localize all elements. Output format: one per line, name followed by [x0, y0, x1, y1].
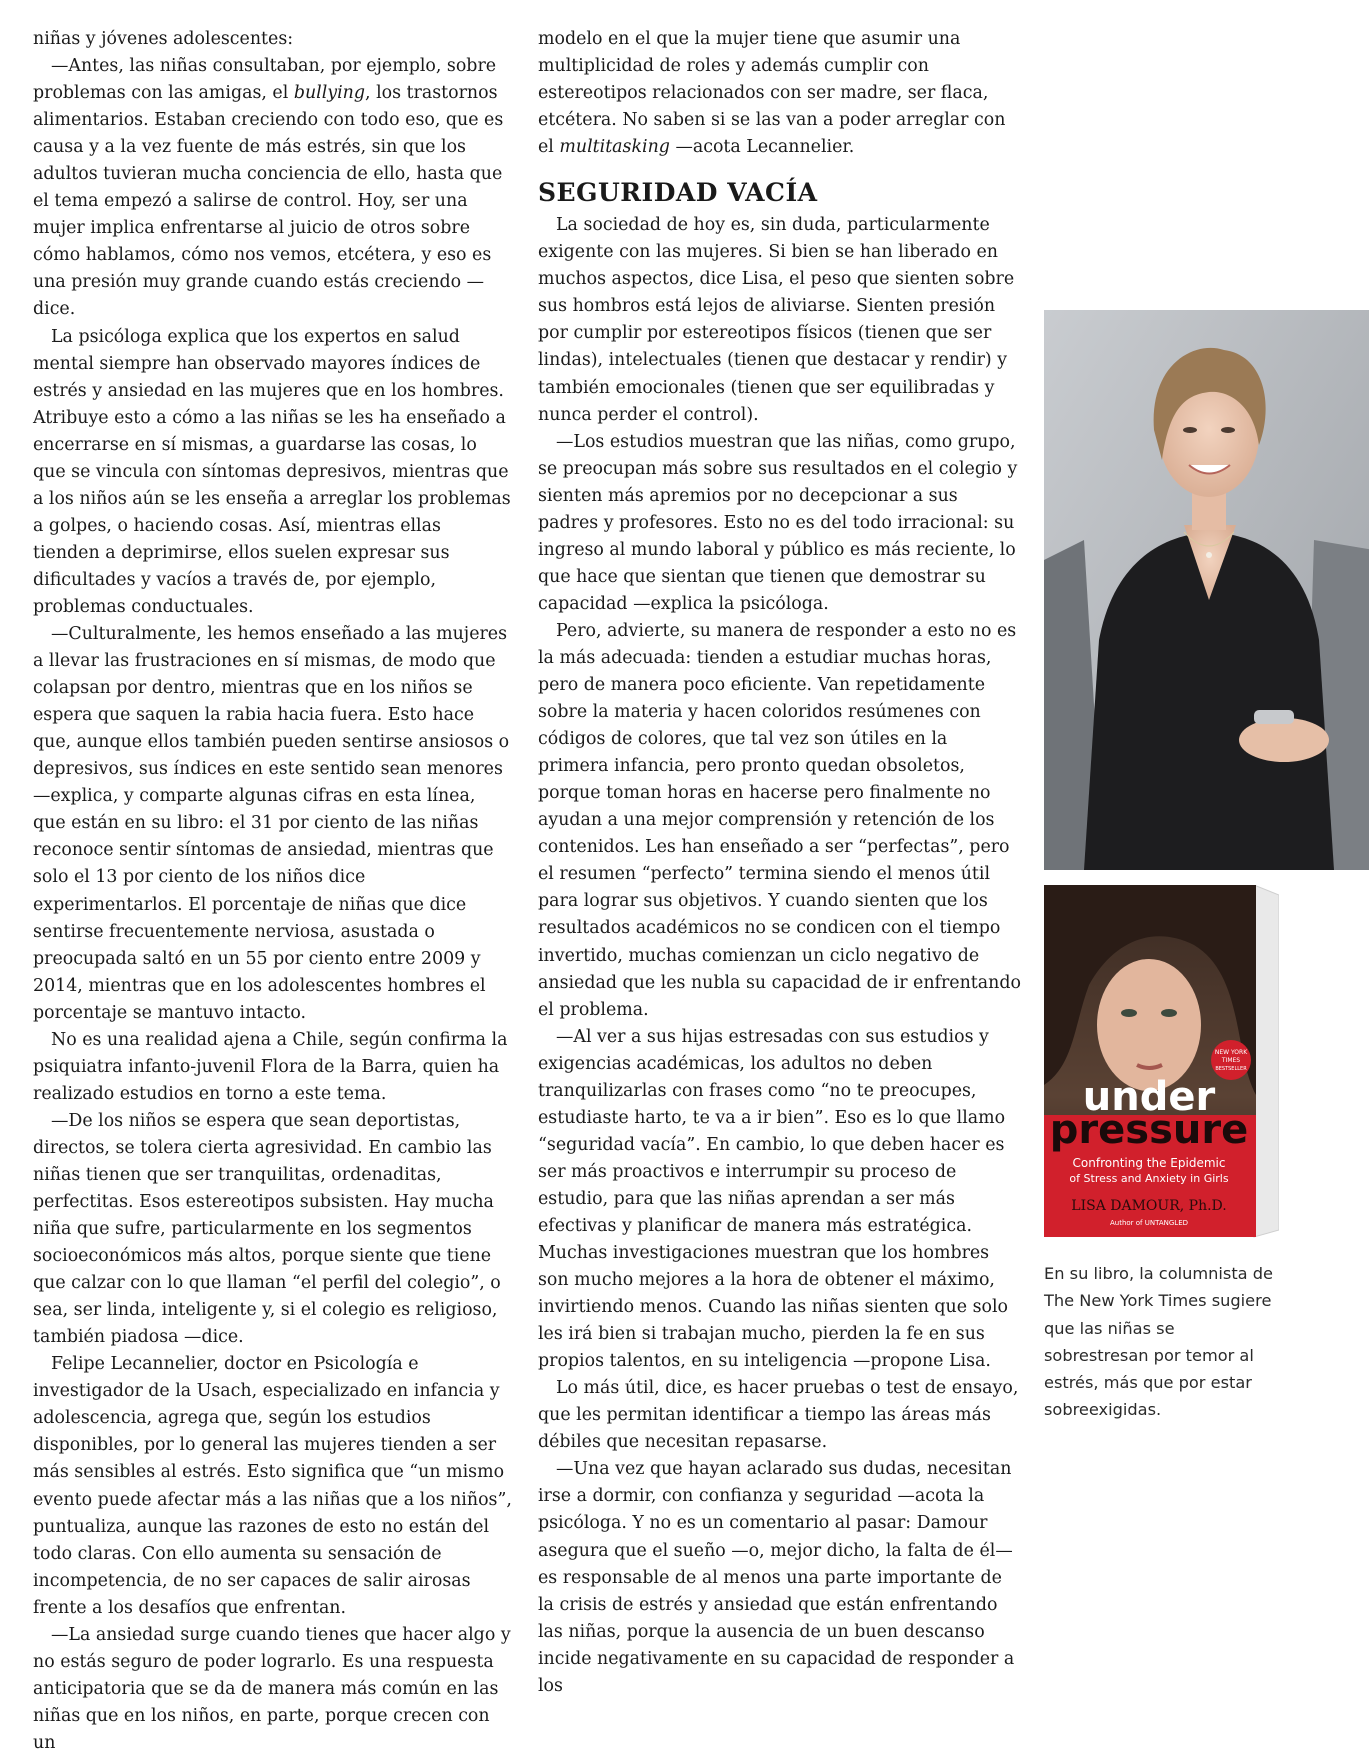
- paragraph: —Los estudios muestran que las niñas, como grupo, se preocupan más sobre sus resultados en el colegio y sienten más apremios por no decepcionar a sus padres y profesores. Esto no es del todo irracional: su ingreso al mundo laboral y público es más reciente, lo que hace que sientan que tienen que demostrar su capacidad —explica la psicóloga.: [538, 431, 1018, 614]
- emphasis-text: bullying: [293, 83, 366, 104]
- photo-caption: En su libro, la columnista de The New York Times sugiere que las niñas se sobrestresan por temor al estrés, más que por estar sobreexigidas.: [1044, 1264, 1273, 1420]
- badge-line-1: NEW YORK: [1214, 1049, 1248, 1056]
- paragraph: niñas y jóvenes adolescentes:: [33, 29, 294, 49]
- article-column-1: [33, 26, 513, 1757]
- paragraph: La sociedad de hoy es, sin duda, particularmente exigente con las mujeres. Si bien se han liberado en muchos aspectos, dice Lisa, el peso que sienten sobre sus hombros está lejos de aliviarse. Sienten presión por cumplir por estereotipos físicos (tienen que ser lindas), intelectuales (tienen que destacar y rendir) y también emocionales (tienen que ser equilibradas y nunca perder el control).: [538, 215, 1015, 425]
- paragraph: —Una vez que hayan aclarado sus dudas, necesitan irse a dormir, con confianza y seguridad —acota la psicóloga. Y no es un comentario al pasar: Damour asegura que el sueño —o, mejor dicho, la falta de él— es responsable de al menos una parte importante de la crisis de estrés y ansiedad que están enfrentando las niñas, porque la ausencia de un buen descanso incide negativamente en su capacidad de responder a los: [538, 1459, 1015, 1696]
- book-title-under: under: [1082, 1074, 1216, 1120]
- book-subtitle-line-1: Confronting the Epidemic: [1072, 1156, 1226, 1170]
- section-heading: SEGURIDAD VACÍA: [538, 178, 818, 208]
- badge-line-2: TIMES: [1221, 1057, 1241, 1064]
- book-author: LISA DAMOUR, Ph.D.: [1071, 1198, 1227, 1214]
- paragraph: [33, 53, 513, 323]
- book-cover: [1044, 885, 1279, 1242]
- text-run: modelo en el que la mujer tiene que asumir una multiplicidad de roles y además cumplir con estereotipos relacionados con ser madre, ser flaca, etcétera. No saben si se las van a poder arreglar con el: [538, 29, 1006, 158]
- paragraph: —Culturalmente, les hemos enseñado a las mujeres a llevar las frustraciones en sí mismas, de modo que colapsan por dentro, mientras que en los niños se espera que saquen la rabia hacia fuera. Esto hace que, aunque ellos también pueden sentirse ansiosos o depresivos, sus índices en este sentido sean menores —explica, y comparte algunas cifras en esta línea, que están en su libro: el 31 por ciento de las niñas reconoce sentir síntomas de ansiedad, mientras que solo el 13 por ciento de los niños dice experimentarlos. El porcentaje de niñas que dice sentirse frecuentemente nerviosa, asustada o preocupada saltó en un 55 por ciento entre 2009 y 2014, mientras que en los adolescentes hombres el porcentaje se mantuvo intacto.: [33, 624, 510, 1023]
- book-subtitle-line-2: of Stress and Anxiety in Girls: [1069, 1172, 1229, 1185]
- book-title-pressure: pressure: [1049, 1107, 1249, 1153]
- text-run: , los trastornos alimentarios. Estaban creciendo con todo eso, que es causa y a la vez fuente de más estrés, sin que los adultos tuvieran mucha conciencia de ello, hasta que el tema empezó a salirse de control. Hoy, ser una mujer implica enfrentarse al juicio de otros sobre cómo hablamos, cómo nos vemos, etcétera, y eso es una presión muy grande cuando estás creciendo —dice.: [33, 83, 504, 320]
- text-run: —acota Lecannelier.: [669, 137, 855, 158]
- paragraph: [538, 26, 1021, 161]
- text-run: —Antes, las niñas consultaban, por ejemplo, sobre problemas con las amigas, el: [33, 56, 497, 104]
- paragraph: —Al ver a sus hijas estresadas con sus estudios y exigencias académicas, los adultos no deben tranquilizarlas con frases como “no te preocupes, estudiaste harto, te va a ir bien”. Eso es lo que llamo “seguridad vacía”. En cambio, lo que deben hacer es ser más proactivos e interrumpir su proceso de estudio, para que las niñas aprendan a ser más efectivas y planificar de manera más estratégica. Muchas investigaciones muestran que los hombres son mucho mejores a la hora de obtener el máximo, invirtiendo menos. Cuando las niñas sienten que solo les irá bien si trabajan mucho, pierden la fe en sus propios talentos, en su inteligencia —propone Lisa.: [538, 1026, 1009, 1372]
- article-column-2: [538, 26, 1021, 1700]
- badge-line-3: BESTSELLER: [1215, 1066, 1247, 1072]
- paragraph: Lo más útil, dice, es hacer pruebas o test de ensayo, que les permitan identificar a tiempo las áreas más débiles que necesitan repasarse.: [538, 1378, 1019, 1453]
- paragraph: Pero, advierte, su manera de responder a esto no es la más adecuada: tienden a estudiar muchas horas, pero de manera poco eficiente. Van repetidamente sobre la materia y hacen coloridos resúmenes con códigos de colores, que tal vez son útiles en la primera infancia, pero pronto quedan obsoletos, porque toman horas en hacerse pero finalmente no ayudan a una mejor comprensión y retención de los contenidos. Les han enseñado a ser “perfectas”, pero el resumen “perfecto” termina siendo el menos útil para lograr sus objetivos. Y cuando sienten que los resultados académicos no se condicen con el tiempo invertido, muchas comienzan un ciclo negativo de ansiedad que les nubla su capacidad de ir enfrentando el problema.: [538, 620, 1021, 1020]
- paragraph: —La ansiedad surge cuando tienes que hacer algo y no estás seguro de poder lograrlo. Es una respuesta anticipatoria que se da de manera más común en las niñas que en los niños, en parte, porque crecen con un: [33, 1624, 511, 1753]
- paragraph: No es una realidad ajena a Chile, según confirma la psiquiatra infanto-juvenil Flora de la Barra, quien ha realizado estudios en torno a este tema.: [33, 1029, 508, 1104]
- book-author-note: Author of UNTANGLED: [1109, 1219, 1189, 1227]
- paragraph: La psicóloga explica que los expertos en salud mental siempre han observado mayores índices de estrés y ansiedad en las mujeres que en los hombres. Atribuye esto a cómo a las niñas se les ha enseñado a encerrarse en sí mismas, a guardarse las cosas, lo que se vincula con síntomas depresivos, mientras que a los niños aún se les enseña a arreglar los problemas a golpes, o haciendo cosas. Así, mientras ellas tienden a deprimirse, ellos suelen expresar sus dificultades y vacíos a través de, por ejemplo, problemas conductuales.: [33, 326, 511, 617]
- emphasis-text: multitasking: [559, 137, 670, 158]
- author-portrait-photo: [1044, 310, 1369, 870]
- paragraph: Felipe Lecannelier, doctor en Psicología e investigador de la Usach, especializado en infancia y adolescencia, agrega que, según los estudios disponibles, por lo general las mujeres tienden a ser más sensibles al estrés. Esto significa que “un mismo evento puede afectar más a las niñas que a los niños”, puntualiza, aunque las razones de esto no están del todo claras. Con ello aumenta su sensación de incompetencia, de no ser capaces de salir airosas frente a los desafíos que enfrentan.: [33, 1354, 512, 1618]
- paragraph: —De los niños se espera que sean deportistas, directos, se tolera cierta agresividad. En cambio las niñas tienen que ser tranquilitas, ordenaditas, perfectitas. Esos estereotipos subsisten. Hay mucha niña que sufre, particularmente en los segmentos socioeconómicos más altos, porque siente que tiene que calzar con lo que llaman “el perfil del colegio”, o sea, ser linda, inteligente y, si el colegio es religioso, también piadosa —dice.: [33, 1110, 501, 1348]
